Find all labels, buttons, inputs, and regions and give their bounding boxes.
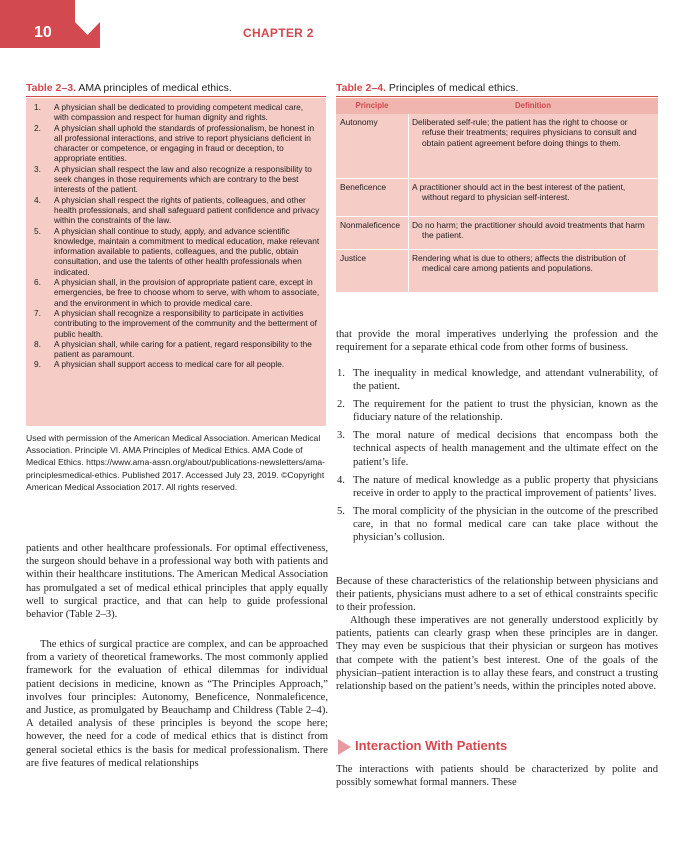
item-number: 5.	[337, 505, 345, 517]
item-number: 2.	[337, 399, 345, 411]
column-header-principle: Principle	[355, 101, 389, 110]
item-number: 7.	[34, 307, 41, 318]
item-text: The inequality in medical knowledge, and attendant vulnerability, of the patient.	[353, 368, 658, 393]
ama-principle-item	[34, 102, 320, 123]
five-features-list	[336, 367, 658, 549]
feature-item	[336, 367, 658, 393]
item-text: A physician shall respect the law and also recognize a responsibility to seek changes in those requirements which are contrary to the best interests of the patient.	[54, 163, 312, 195]
item-text: The moral nature of medical decisions that encompass both the technical aspects of health management and the ultimate effect on the patient’s life.	[353, 430, 658, 468]
divider	[26, 96, 326, 97]
table-title: Principles of medical ethics.	[388, 82, 519, 94]
table-row	[336, 217, 658, 251]
page-header	[0, 0, 685, 48]
ama-principle-item	[34, 225, 320, 277]
table-2-4-caption	[336, 82, 658, 95]
item-text: A physician shall be dedicated to providing competent medical care, with compassion and respect for human dignity and rights.	[54, 102, 304, 123]
table-2-3	[26, 98, 326, 426]
ama-principle-item	[34, 122, 320, 164]
item-number: 4.	[337, 474, 345, 486]
item-text: A physician shall support access to medical care for all people.	[54, 359, 285, 370]
item-number: 1.	[34, 102, 41, 112]
body-paragraph: patients and other healthcare professionals. For optimal effectiveness, the surgeon should behave in a professional way both with patients and within their healthcare institutions. The American Medical Association has promulgated a set of medical ethical principles that apply equally well to surgical practice, and that can help to guide professional behavior (Table 2–3).	[26, 543, 328, 621]
table-2-3-source-note: Used with permission of the American Medical Association. American Medical Association. Principle VI. AMA Principles of Medical Ethics. AMA Code of Medical Ethics. https://www.ama-assn.org/about/publications-newsletters/ama-principlesmedical-ethics. Published 2017. Accessed July 23, 2019. ©Copyright American Medical Association 2017. All rights reserved.	[26, 433, 326, 492]
feature-item	[336, 505, 658, 544]
ama-principle-item	[34, 194, 320, 226]
table-row	[336, 114, 658, 178]
table-row	[336, 250, 658, 292]
table-label: Table 2–3.	[26, 82, 76, 94]
chapter-title: CHAPTER 2	[243, 26, 314, 40]
item-number: 3.	[337, 430, 345, 442]
principle-cell: Autonomy	[340, 117, 378, 127]
body-paragraph: Although these imperatives are not generally understood explicitly by patients, patients can clearly grasp when these principles are in danger. They may even be suspicious that their physician or surgeon has motives that compete with the patient’s best interest. One of the goals of the physician–patient interaction is to allay these fears, and construct a trusting relationship based on the patient’s needs, within the principles noted above.	[336, 615, 658, 693]
definition-cell: Rendering what is due to others; affects the distribution of medical care among patients and populations.	[412, 253, 626, 274]
table-row	[336, 179, 658, 216]
item-number: 6.	[34, 277, 41, 288]
page-number: 10	[34, 24, 52, 41]
table-2-4	[336, 98, 658, 292]
feature-item	[336, 474, 658, 500]
item-text: A physician shall, in the provision of appropriate patient care, except in emergencies, be free to choose whom to serve, with whom to associate, and the environment in which to provide medical care.	[54, 277, 320, 308]
section-arrow-icon	[338, 739, 351, 755]
item-number: 9.	[34, 359, 41, 370]
principle-cell: Beneficence	[340, 182, 387, 192]
feature-item	[336, 429, 658, 468]
item-text: A physician shall uphold the standards of professionalism, be honest in all professional interactions, and strive to report physicians deficient in character or competence, or engaging in fraud or deception, to appropriate entities.	[54, 122, 315, 164]
item-number: 2.	[34, 122, 41, 133]
item-text: The nature of medical knowledge as a public property that physicians receive in order to apply to the practical improvement of patients’ lives.	[353, 474, 658, 499]
section-heading-text: Interaction With Patients	[355, 738, 508, 753]
table-title: AMA principles of medical ethics.	[78, 82, 232, 94]
definition-cell: Deliberated self-rule; the patient has the right to choose or refuse their treatments; requires physicians to consult and obtain patient agreement before doing things to them.	[412, 117, 637, 148]
body-paragraph: The ethics of surgical practice are complex, and can be approached from a variety of theoretical frameworks. The most commonly applied framework for the evaluation of ethical dilemmas for individual patient decisions in medicine, known as “The Principles Approach,” involves four principles: Autonomy, Beneficence, Nonmaleficence, and Justice, as promulgated by Beauchamp and Childress (Table 2–4). A detailed analysis of these principles is beyond the scope here; however, the need for a code of medical ethics that is distinct from general societal ethics is the basis for medical professionalism. There are five features of medical relationships	[26, 639, 328, 769]
item-number: 4.	[34, 194, 41, 205]
body-paragraph: The interactions with patients should be characterized by polite and possibly somewhat formal manners. These	[336, 764, 658, 789]
item-text: The moral complicity of the physician in the outcome of the prescribed care, in that no formal medical care can take place without the physician’s collusion.	[353, 505, 658, 544]
feature-item	[336, 398, 658, 424]
table-2-3-caption	[26, 82, 326, 95]
item-text: A physician shall recognize a responsibility to participate in activities contributing to the improvement of the community and the betterment of public health.	[54, 307, 317, 339]
item-text: A physician shall respect the rights of patients, colleagues, and other health professionals, and shall safeguard patient confidence and privacy within the constraints of the law.	[54, 194, 320, 226]
ama-principle-item	[34, 277, 320, 308]
item-text: The requirement for the patient to trust the physician, known as the fiduciary nature of the relationship.	[353, 399, 658, 424]
item-text: A physician shall continue to study, apply, and advance scientific knowledge, maintain a commitment to medical education, make relevant information available to patients, colleagues, and the public, obtain consultation, and use the talents of other health professionals when indicated.	[54, 225, 320, 277]
item-number: 3.	[34, 163, 41, 174]
item-number: 5.	[34, 225, 41, 236]
column-header-definition: Definition	[515, 101, 551, 110]
body-paragraph: Because of these characteristics of the relationship between physicians and their patients, physicians must adhere to a set of ethical constraints specific to their profession.	[336, 576, 658, 614]
item-number: 1.	[337, 368, 345, 379]
ama-principles-list	[26, 98, 326, 370]
definition-cell: Do no harm; the practitioner should avoid treatments that harm the patient.	[412, 220, 645, 241]
principle-cell: Nonmaleficence	[340, 220, 401, 230]
table-label: Table 2–4.	[336, 82, 386, 94]
definition-cell: A practitioner should act in the best interest of the patient, without regard to physician self-interest.	[412, 182, 626, 203]
principle-cell: Justice	[340, 253, 367, 263]
ama-principle-item	[34, 307, 320, 339]
item-number: 8.	[34, 338, 41, 349]
ama-principle-item	[34, 359, 320, 370]
divider	[336, 96, 658, 97]
ama-principle-item	[34, 163, 320, 195]
table-header-row	[336, 98, 658, 114]
item-text: A physician shall, while caring for a patient, regard responsibility to the patient as paramount.	[54, 338, 312, 360]
ama-principle-item	[34, 338, 320, 360]
section-heading	[338, 737, 660, 757]
body-paragraph: that provide the moral imperatives underlying the profession and the requirement for a separate ethical code from other forms of business.	[336, 329, 658, 354]
page-number-tab	[0, 0, 128, 48]
